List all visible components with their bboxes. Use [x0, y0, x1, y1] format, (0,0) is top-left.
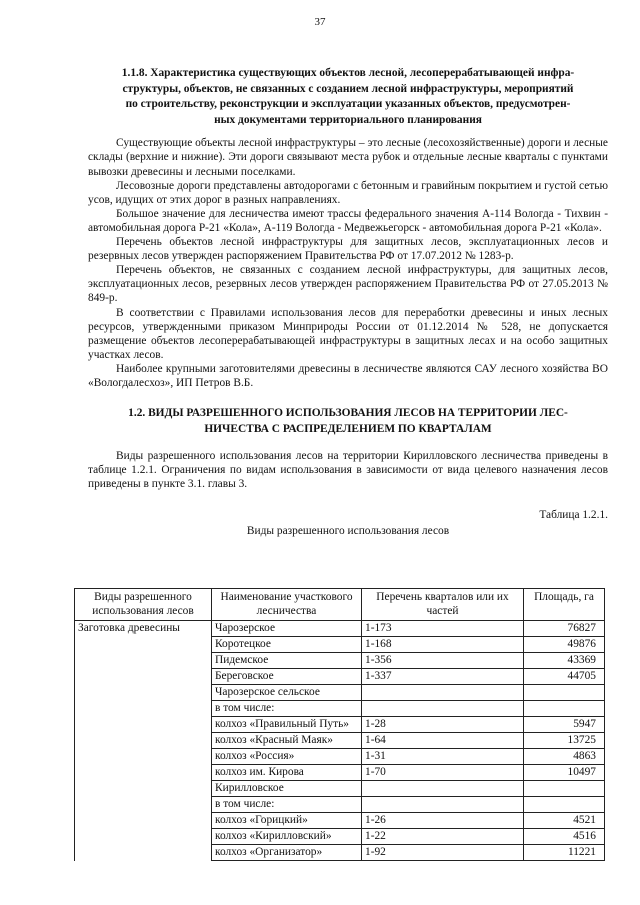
- cell-quarters: 1-26: [362, 813, 524, 829]
- paragraph-major-harvesters: Наиболее крупными заготовителями древесины в лесничестве являются САУ лесного хозяйства ВО «Вологдалесхоз», ИП Петров В.Б.: [88, 362, 608, 389]
- cell-area: 44705: [524, 669, 605, 685]
- page-number: 37: [314, 16, 326, 28]
- cell-use-type: [75, 829, 212, 845]
- cell-area: 43369: [524, 653, 605, 669]
- table-row: [75, 813, 605, 829]
- section-heading-line: структуры, объектов, не связанных с созданием лесной инфраструктуры, мероприятий: [122, 82, 574, 95]
- cell-district: в том числе:: [212, 797, 362, 813]
- table-row: [75, 701, 605, 717]
- cell-area: 13725: [524, 733, 605, 749]
- table-row: [75, 829, 605, 845]
- cell-quarters: 1-356: [362, 653, 524, 669]
- table-row: [75, 781, 605, 797]
- cell-area: 49876: [524, 637, 605, 653]
- cell-use-type: [75, 797, 212, 813]
- cell-area: 4863: [524, 749, 605, 765]
- paragraph-non-infrastructure-list: Перечень объектов, не связанных с созданием лесной инфраструктуры, для защитных лесов, эксплуатационных лесов, резервных лесов утвержден распоряжением Правительства РФ от 27.05.2013 № 849-р.: [88, 264, 608, 305]
- paragraph-federal-roads: Большое значение для лесничества имеют трассы федерального значения А-114 Вологда - Тихвин - автомобильная дорога Р-21 «Кола», А-119 Вологда - Медвежьегорск - автомобильная дорога Р-21 «Кола».: [88, 207, 608, 234]
- cell-district: колхоз им. Кирова: [212, 765, 362, 781]
- cell-use-type: [75, 765, 212, 781]
- cell-area: [524, 685, 605, 701]
- cell-use-type: [75, 733, 212, 749]
- cell-quarters: 1-168: [362, 637, 524, 653]
- cell-area: 10497: [524, 765, 605, 781]
- cell-use-type: [75, 669, 212, 685]
- table-label: Таблица 1.2.1.: [539, 508, 608, 521]
- table-row: [75, 621, 605, 637]
- cell-quarters: [362, 685, 524, 701]
- table-row: [75, 797, 605, 813]
- cell-area: 5947: [524, 717, 605, 733]
- content-column: [88, 66, 608, 538]
- table-row: [75, 749, 605, 765]
- cell-use-type: Заготовка древесины: [75, 621, 212, 637]
- section2-paragraph: Виды разрешенного использования лесов на территории Кирилловского лесничества приведены в таблице 1.2.1. Ограничения по видам использования в зависимости от вида целевого назначения лесов приведены в пункте 3.1. главы 3.: [88, 450, 608, 491]
- section2-heading: [88, 406, 608, 437]
- section-heading-line: по строительству, реконструкции и эксплуатации указанных объектов, предусмотрен-: [125, 98, 571, 111]
- cell-quarters: 1-173: [362, 621, 524, 637]
- permitted-use-table: [74, 588, 605, 861]
- table-row: [75, 669, 605, 685]
- table-row: [75, 653, 605, 669]
- cell-area: 4521: [524, 813, 605, 829]
- section-heading: [88, 66, 608, 128]
- cell-district: колхоз «Россия»: [212, 749, 362, 765]
- table-row: [75, 717, 605, 733]
- paragraph-infrastructure: Существующие объекты лесной инфраструктуры – это лесные (лесохозяйственные) дороги и лесные склады (верхние и нижние). Эти дороги связывают места рубок и отдельные лесные кварталы с пунктами вывозки древесины и лесными поселками.: [88, 137, 608, 178]
- cell-area: [524, 781, 605, 797]
- cell-use-type: [75, 845, 212, 861]
- cell-use-type: [75, 781, 212, 797]
- cell-area: 11221: [524, 845, 605, 861]
- cell-quarters: 1-64: [362, 733, 524, 749]
- cell-district: колхоз «Организатор»: [212, 845, 362, 861]
- cell-district: Чарозерское сельское: [212, 685, 362, 701]
- cell-district: колхоз «Правильный Путь»: [212, 717, 362, 733]
- cell-quarters: 1-337: [362, 669, 524, 685]
- paragraph-logging-roads: Лесовозные дороги представлены автодорогами с бетонным и гравийным покрытием и густой сетью усов, идущих от этих дорог в разных направлениях.: [88, 179, 608, 206]
- cell-use-type: [75, 717, 212, 733]
- table-row: [75, 733, 605, 749]
- cell-quarters: 1-22: [362, 829, 524, 845]
- cell-use-type: [75, 749, 212, 765]
- table-row: [75, 637, 605, 653]
- section2-heading-line: 1.2. ВИДЫ РАЗРЕШЕННОГО ИСПОЛЬЗОВАНИЯ ЛЕСОВ НА ТЕРРИТОРИИ ЛЕС-: [128, 407, 568, 420]
- cell-quarters: [362, 797, 524, 813]
- cell-quarters: 1-28: [362, 717, 524, 733]
- section-heading-line: 1.1.8. Характеристика существующих объектов лесной, лесоперерабатывающей инфра-: [121, 67, 575, 79]
- cell-use-type: [75, 637, 212, 653]
- cell-use-type: [75, 701, 212, 717]
- paragraph-infrastructure-list: Перечень объектов лесной инфраструктуры для защитных лесов, эксплуатационных лесов и резервных лесов утвержден распоряжением Правительства РФ от 17.07.2012 № 1283-р.: [88, 236, 608, 263]
- cell-area: [524, 797, 605, 813]
- cell-district: колхоз «Кирилловский»: [212, 829, 362, 845]
- cell-area: 76827: [524, 621, 605, 637]
- cell-district: Коротецкое: [212, 637, 362, 653]
- table-row: [75, 685, 605, 701]
- cell-district: Чарозерское: [212, 621, 362, 637]
- column-header-area: Площадь, га: [524, 589, 605, 621]
- cell-quarters: [362, 781, 524, 797]
- section2-heading-line: НИЧЕСТВА С РАСПРЕДЕЛЕНИЕМ ПО КВАРТАЛАМ: [204, 422, 492, 435]
- cell-district: в том числе:: [212, 701, 362, 717]
- column-header-district: Наименование участкового лесничества: [212, 589, 362, 621]
- cell-quarters: 1-92: [362, 845, 524, 861]
- cell-quarters: 1-70: [362, 765, 524, 781]
- cell-district: Пидемское: [212, 653, 362, 669]
- table-row: [75, 845, 605, 861]
- column-header-quarters: Перечень кварталов или их частей: [362, 589, 524, 621]
- cell-quarters: 1-31: [362, 749, 524, 765]
- table-row: [75, 765, 605, 781]
- cell-district: колхоз «Горицкий»: [212, 813, 362, 829]
- cell-area: [524, 701, 605, 717]
- body-paragraphs: [88, 136, 608, 390]
- cell-district: колхоз «Красный Маяк»: [212, 733, 362, 749]
- cell-use-type: [75, 653, 212, 669]
- cell-use-type: [75, 813, 212, 829]
- table-header-row: [75, 589, 605, 621]
- cell-district: Кирилловское: [212, 781, 362, 797]
- section-heading-line: ных документами территориального планирования: [214, 113, 482, 126]
- cell-use-type: [75, 685, 212, 701]
- column-header-use-type: Виды разрешенного использования лесов: [75, 589, 212, 621]
- table-title: Виды разрешенного использования лесов: [246, 524, 450, 537]
- cell-quarters: [362, 701, 524, 717]
- cell-area: 4516: [524, 829, 605, 845]
- cell-district: Береговское: [212, 669, 362, 685]
- paragraph-processing-rules: В соответствии с Правилами использования лесов для переработки древесины и иных лесных ресурсов, утвержденными приказом Минприроды России от 01.12.2014 № 528, не допускается размещение объектов лесоперерабатывающей инфраструктуры в защитных лесах и на особо защитных участках лесов.: [88, 306, 608, 361]
